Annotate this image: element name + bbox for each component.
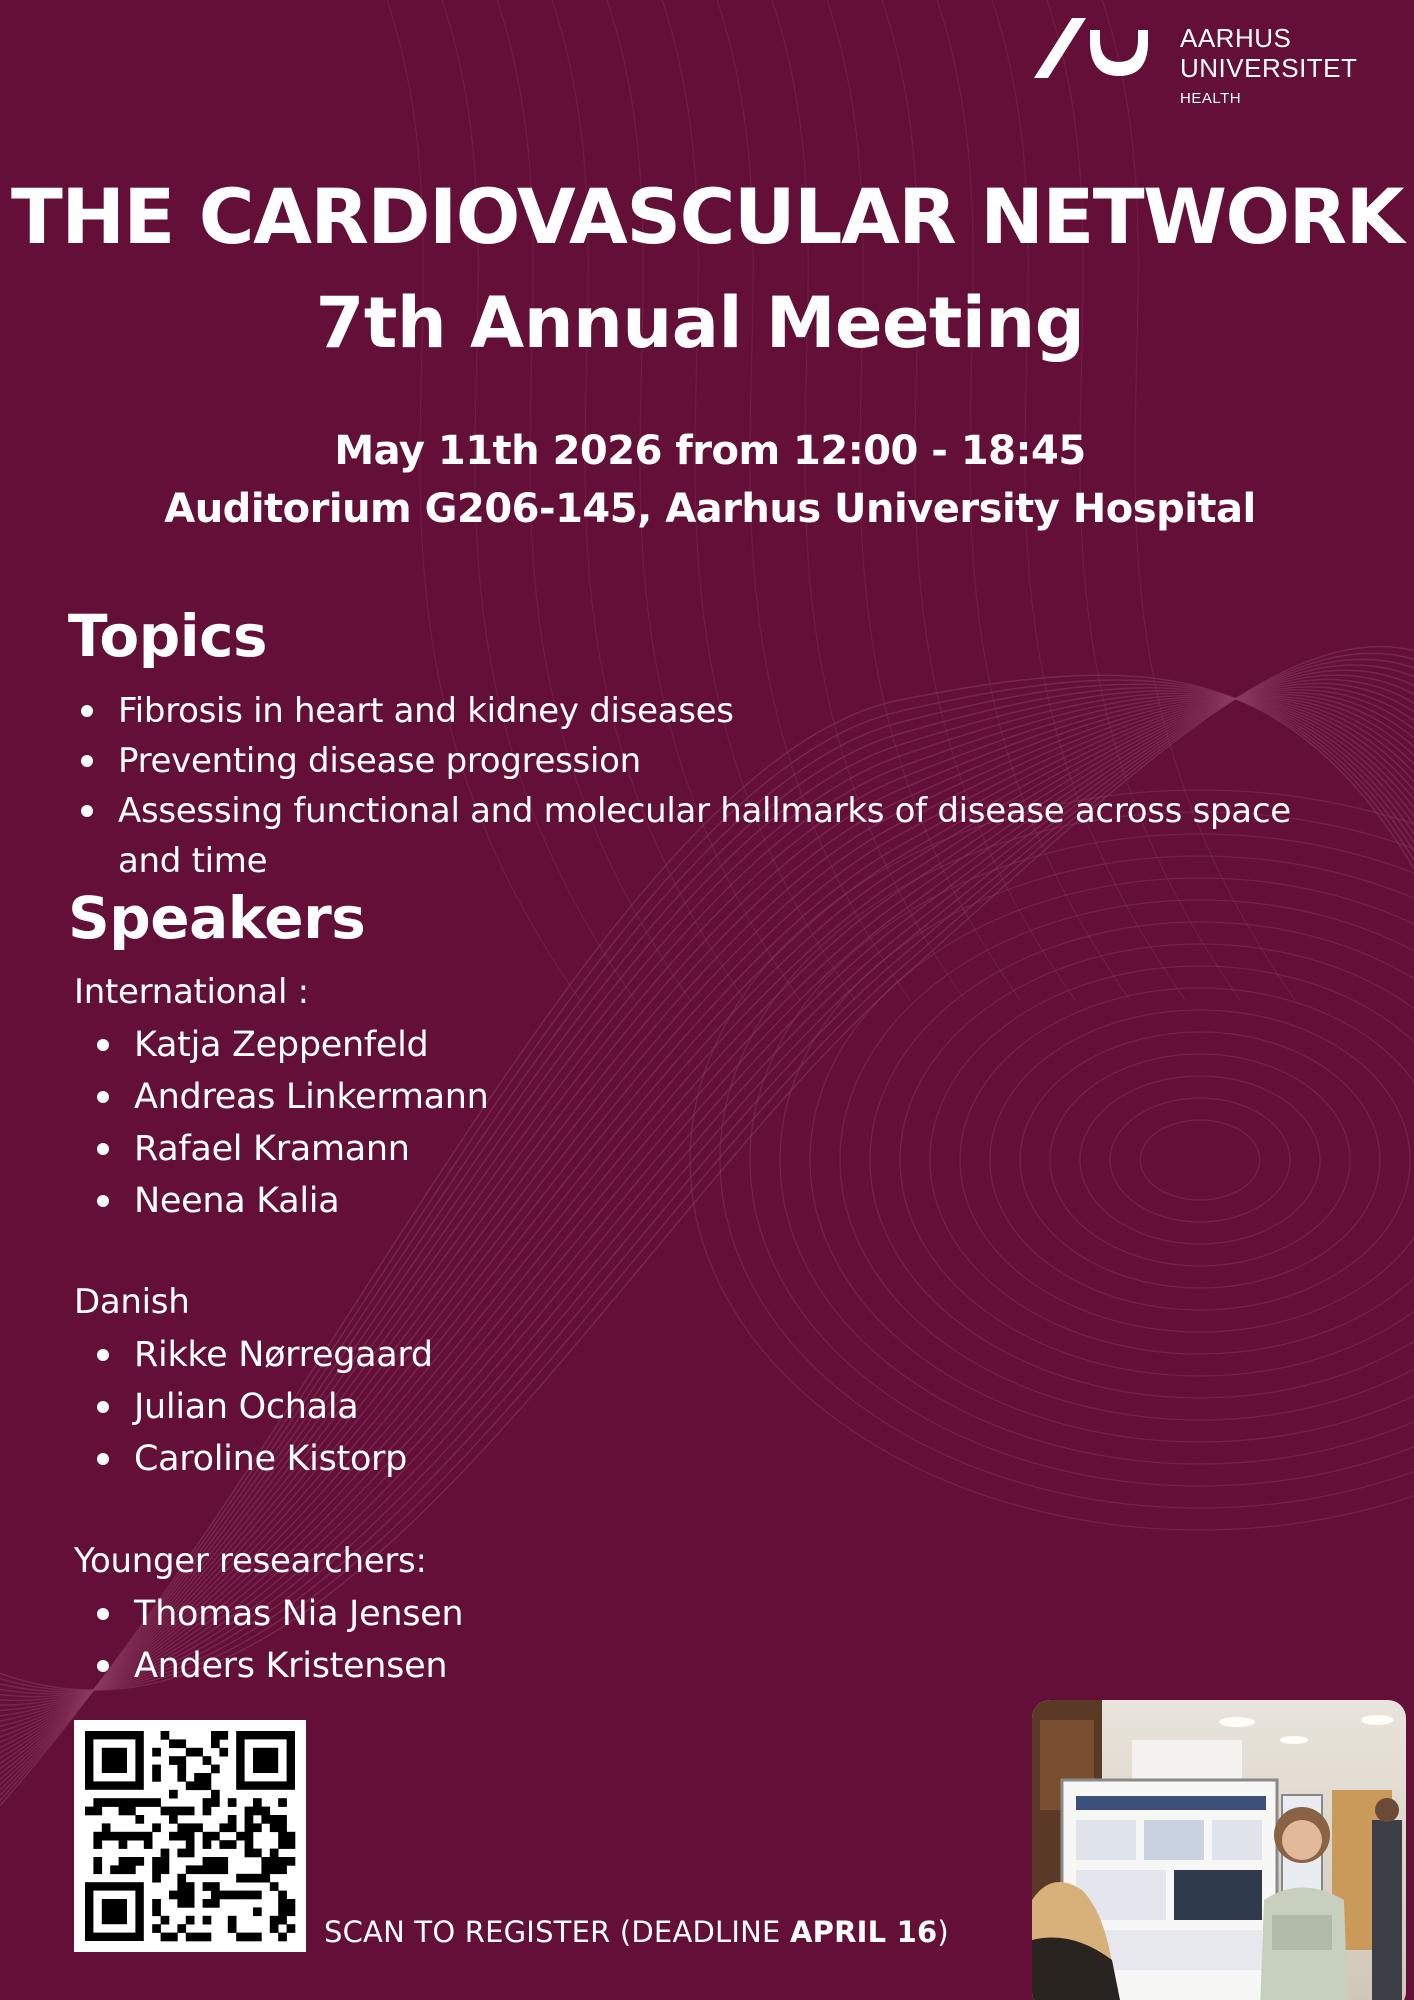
speakers-heading: Speakers [68,884,366,952]
scan-suffix: ) [937,1915,949,1949]
speaker-group-international-label: International : [74,972,309,1012]
qr-code-icon [74,1720,306,1952]
speaker-name: Rafael Kramann [96,1123,796,1175]
registration-deadline: APRIL 16 [789,1915,938,1949]
speaker-name: Katja Zeppenfeld [96,1019,796,1071]
speaker-group-younger-label: Younger researchers: [74,1541,427,1581]
speaker-name: Anders Kristensen [96,1640,796,1692]
speaker-name: Andreas Linkermann [96,1071,796,1123]
au-logo-icon [1034,18,1164,88]
scan-to-register-text [324,1915,949,1949]
speaker-list-international [96,1019,796,1227]
topics-heading: Topics [68,602,268,670]
poster-subtitle: 7th Annual Meeting [315,282,1085,364]
topic-item: Fibrosis in heart and kidney diseases [78,686,1338,736]
speaker-group-danish-label: Danish [74,1282,190,1322]
logo-text-aarhus: AARHUS [1180,23,1292,53]
speaker-name: Rikke Nørregaard [96,1329,796,1381]
poster-title: THE CARDIOVASCULAR NETWORK [10,172,1403,261]
logo-text-universitet: UNIVERSITET [1180,53,1358,83]
logo-text-health: HEALTH [1180,90,1242,107]
aarhus-university-logo [1034,18,1358,113]
photo-illustration [1032,1700,1406,2000]
speaker-list-danish [96,1329,796,1485]
event-date: May 11th 2026 from 12:00 - 18:45 [334,428,1086,474]
speaker-name: Caroline Kistorp [96,1433,796,1485]
scan-prefix: SCAN TO REGISTER (DEADLINE [324,1915,790,1949]
registration-qr-code[interactable] [74,1720,306,1952]
speaker-list-younger [96,1588,796,1692]
speaker-name: Thomas Nia Jensen [96,1588,796,1640]
topic-item: Assessing functional and molecular hallmarks of disease across space and time [78,786,1338,886]
topic-item: Preventing disease progression [78,736,1338,786]
speaker-name: Neena Kalia [96,1175,796,1227]
poster-session-photo [1032,1700,1406,2000]
topics-list [78,686,1338,886]
speaker-name: Julian Ochala [96,1381,796,1433]
event-venue: Auditorium G206-145, Aarhus University Hospital [164,486,1256,532]
